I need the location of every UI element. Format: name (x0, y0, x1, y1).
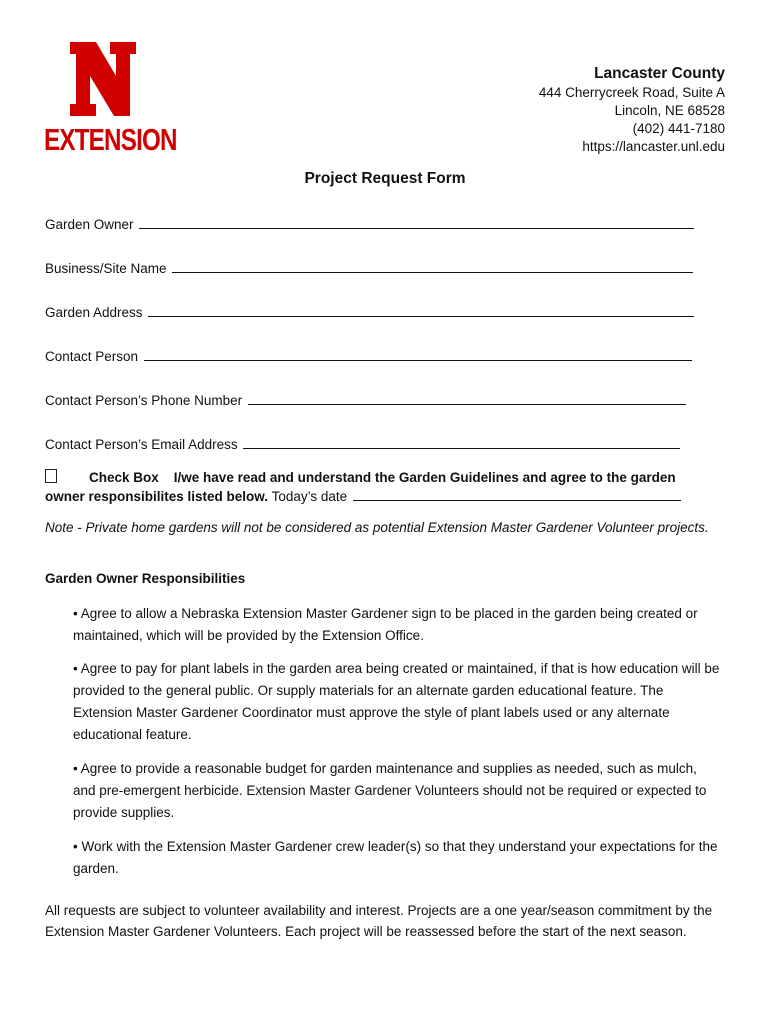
closing-statement: All requests are subject to volunteer availability and interest. Projects are a one year/season commitment by the Extension Master Gardener Volunteers. Each project will be reassessed before the start of the next season. (45, 903, 713, 939)
list-item: • Agree to allow a Nebraska Extension Master Gardener sign to be placed in the garden being created or maintained, which will be provided by the Extension Office. (73, 606, 698, 643)
garden-owner-field (45, 215, 694, 232)
field-label: Garden Address (45, 305, 143, 320)
business-site-name-input[interactable] (172, 259, 693, 273)
contact-email-input[interactable] (243, 435, 680, 449)
agreement-checkbox-row (45, 469, 715, 506)
field-label: Contact Person’s Phone Number (45, 393, 243, 408)
office-city: Lincoln, NE 68528 (614, 103, 725, 118)
garden-address-input[interactable] (148, 303, 694, 317)
page-title: Project Request Form (304, 170, 466, 187)
office-phone: (402) 441-7180 (632, 121, 725, 136)
office-contact-block (539, 64, 725, 156)
date-label: Today’s date (271, 489, 348, 504)
office-url[interactable]: https://lancaster.unl.edu (582, 139, 725, 154)
field-label: Business/Site Name (45, 261, 167, 276)
business-site-name-field (45, 259, 693, 276)
field-label: Contact Person (45, 349, 139, 364)
list-item: • Agree to pay for plant labels in the garden area being created or maintained, if that is how education will be provided to the general public. Or supply materials for an alternate garden educational feature. The Extension Master Gardener Coordinator must approve the style of plant labels used or any alternate educational feature. (73, 661, 720, 742)
agreement-statement: I/we have read and understand the Garden Guidelines and agree to the garden owner responsibilites listed below. (45, 470, 676, 504)
contact-phone-field (45, 391, 686, 408)
contact-person-field (45, 347, 692, 364)
date-input[interactable] (353, 487, 681, 501)
list-item: • Agree to provide a reasonable budget for garden maintenance and supplies as needed, such as mulch, and pre-emergent herbicide. Extension Master Gardener Volunteers should not be required or expected to provide supplies. (73, 761, 707, 820)
agreement-checkbox[interactable] (45, 469, 57, 483)
nebraska-n-logo (70, 42, 136, 116)
responsibilities-heading: Garden Owner Responsibilities (45, 571, 246, 586)
garden-owner-input[interactable] (139, 215, 694, 229)
list-item: • Work with the Extension Master Gardener crew leader(s) so that they understand your expectations for the garden. (73, 839, 718, 876)
field-label: Contact Person’s Email Address (45, 437, 238, 452)
field-label: Garden Owner (45, 217, 134, 232)
garden-address-field (45, 303, 694, 320)
contact-phone-input[interactable] (248, 391, 686, 405)
contact-person-input[interactable] (144, 347, 692, 361)
checkbox-label: Check Box (89, 470, 159, 485)
office-address: 444 Cherrycreek Road, Suite A (538, 85, 725, 100)
extension-logo (44, 42, 177, 160)
private-garden-note: Note - Private home gardens will not be considered as potential Extension Master Gardener Volunteer projects. (45, 520, 709, 535)
extension-wordmark: EXTENSION (44, 122, 177, 157)
county-name: Lancaster County (594, 65, 725, 82)
contact-email-field (45, 435, 680, 452)
